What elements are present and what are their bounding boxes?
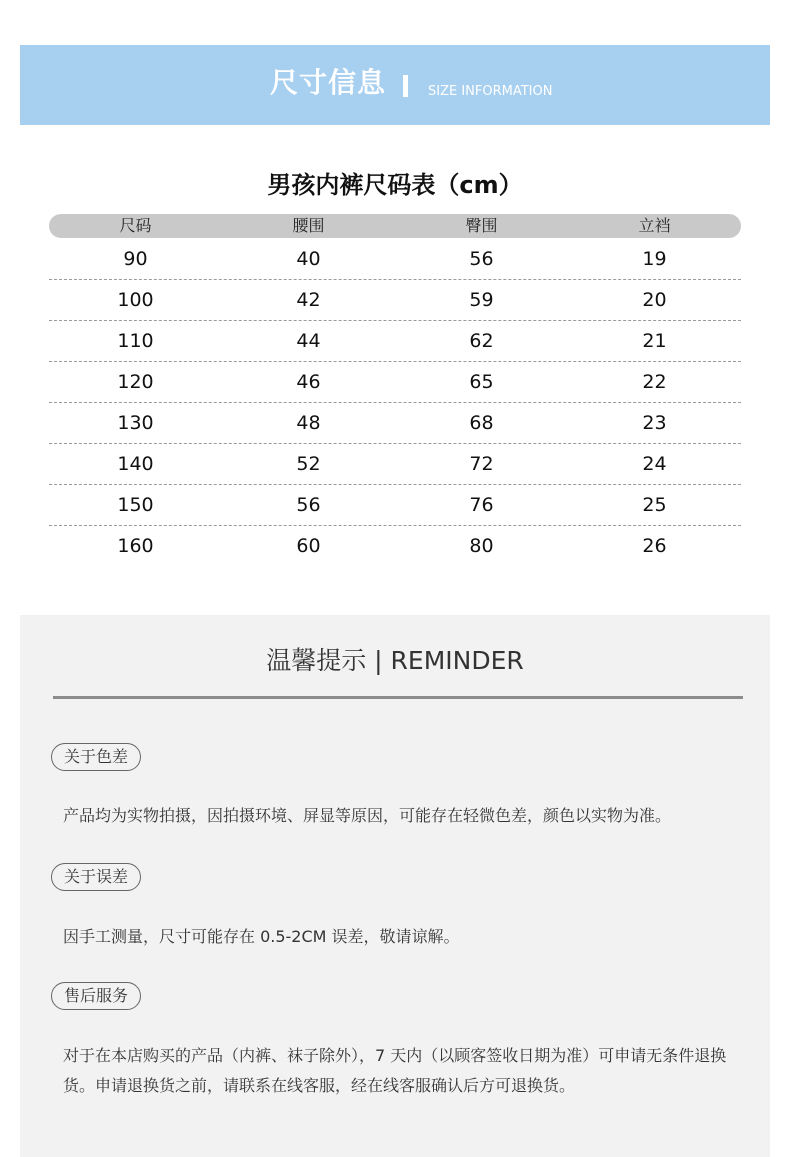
color-difference-text: 产品均为实物拍摄，因拍摄环境、屏显等原因，可能存在轻微色差，颜色以实物为准。	[63, 806, 672, 825]
cell-hip: 76	[469, 494, 494, 516]
table-row	[49, 484, 741, 526]
cell-size: 90	[123, 248, 148, 270]
table-row	[49, 443, 741, 485]
cell-rise: 21	[642, 330, 667, 352]
cell-waist: 56	[296, 494, 321, 516]
size-table-header	[49, 214, 741, 238]
cell-hip: 59	[469, 289, 494, 311]
cell-waist: 46	[296, 371, 321, 393]
after-sales-tag: 售后服务	[51, 982, 141, 1010]
cell-rise: 20	[642, 289, 667, 311]
table-row	[49, 402, 741, 444]
table-row	[49, 361, 741, 403]
cell-size: 110	[117, 330, 154, 352]
size-info-banner	[20, 45, 770, 125]
table-row	[49, 238, 741, 280]
reminder-section	[20, 615, 770, 1157]
after-sales-text: 对于在本店购买的产品（内裤、袜子除外），7 天内（以顾客签收日期为准）可申请无条件退换货。申请退换货之前，请联系在线客服，经在线客服确认后方可退换货。	[63, 1046, 727, 1095]
cell-size: 160	[117, 535, 154, 557]
cell-hip: 72	[469, 453, 494, 475]
cell-waist: 40	[296, 248, 321, 270]
table-row	[49, 279, 741, 321]
banner-subtitle: SIZE INFORMATION	[428, 84, 553, 99]
cell-size: 130	[117, 412, 154, 434]
header-rise: 立裆	[638, 216, 671, 235]
cell-rise: 22	[642, 371, 667, 393]
reminder-title: 温馨提示 | REMINDER	[266, 646, 524, 675]
header-size: 尺码	[119, 216, 152, 235]
cell-rise: 24	[642, 453, 667, 475]
banner-title: 尺寸信息	[270, 66, 387, 99]
cell-waist: 60	[296, 535, 321, 557]
cell-waist: 52	[296, 453, 321, 475]
cell-size: 100	[117, 289, 154, 311]
cell-hip: 56	[469, 248, 494, 270]
table-row	[49, 320, 741, 362]
size-table-title: 男孩内裤尺码表（cm）	[267, 171, 523, 199]
cell-waist: 42	[296, 289, 321, 311]
header-waist: 腰围	[292, 216, 325, 235]
reminder-divider	[53, 696, 743, 699]
cell-hip: 68	[469, 412, 494, 434]
cell-rise: 25	[642, 494, 667, 516]
cell-hip: 65	[469, 371, 494, 393]
cell-hip: 62	[469, 330, 494, 352]
cell-rise: 23	[642, 412, 667, 434]
table-row	[49, 525, 741, 566]
cell-size: 140	[117, 453, 154, 475]
measurement-error-text: 因手工测量，尺寸可能存在 0.5-2CM 误差，敬请谅解。	[63, 927, 460, 946]
cell-rise: 26	[642, 535, 667, 557]
cell-size: 120	[117, 371, 154, 393]
banner-divider	[403, 75, 408, 97]
cell-waist: 44	[296, 330, 321, 352]
cell-size: 150	[117, 494, 154, 516]
cell-rise: 19	[642, 248, 667, 270]
header-hip: 臀围	[465, 216, 498, 235]
color-difference-tag: 关于色差	[51, 743, 141, 771]
cell-hip: 80	[469, 535, 494, 557]
cell-waist: 48	[296, 412, 321, 434]
measurement-error-tag: 关于误差	[51, 863, 141, 891]
